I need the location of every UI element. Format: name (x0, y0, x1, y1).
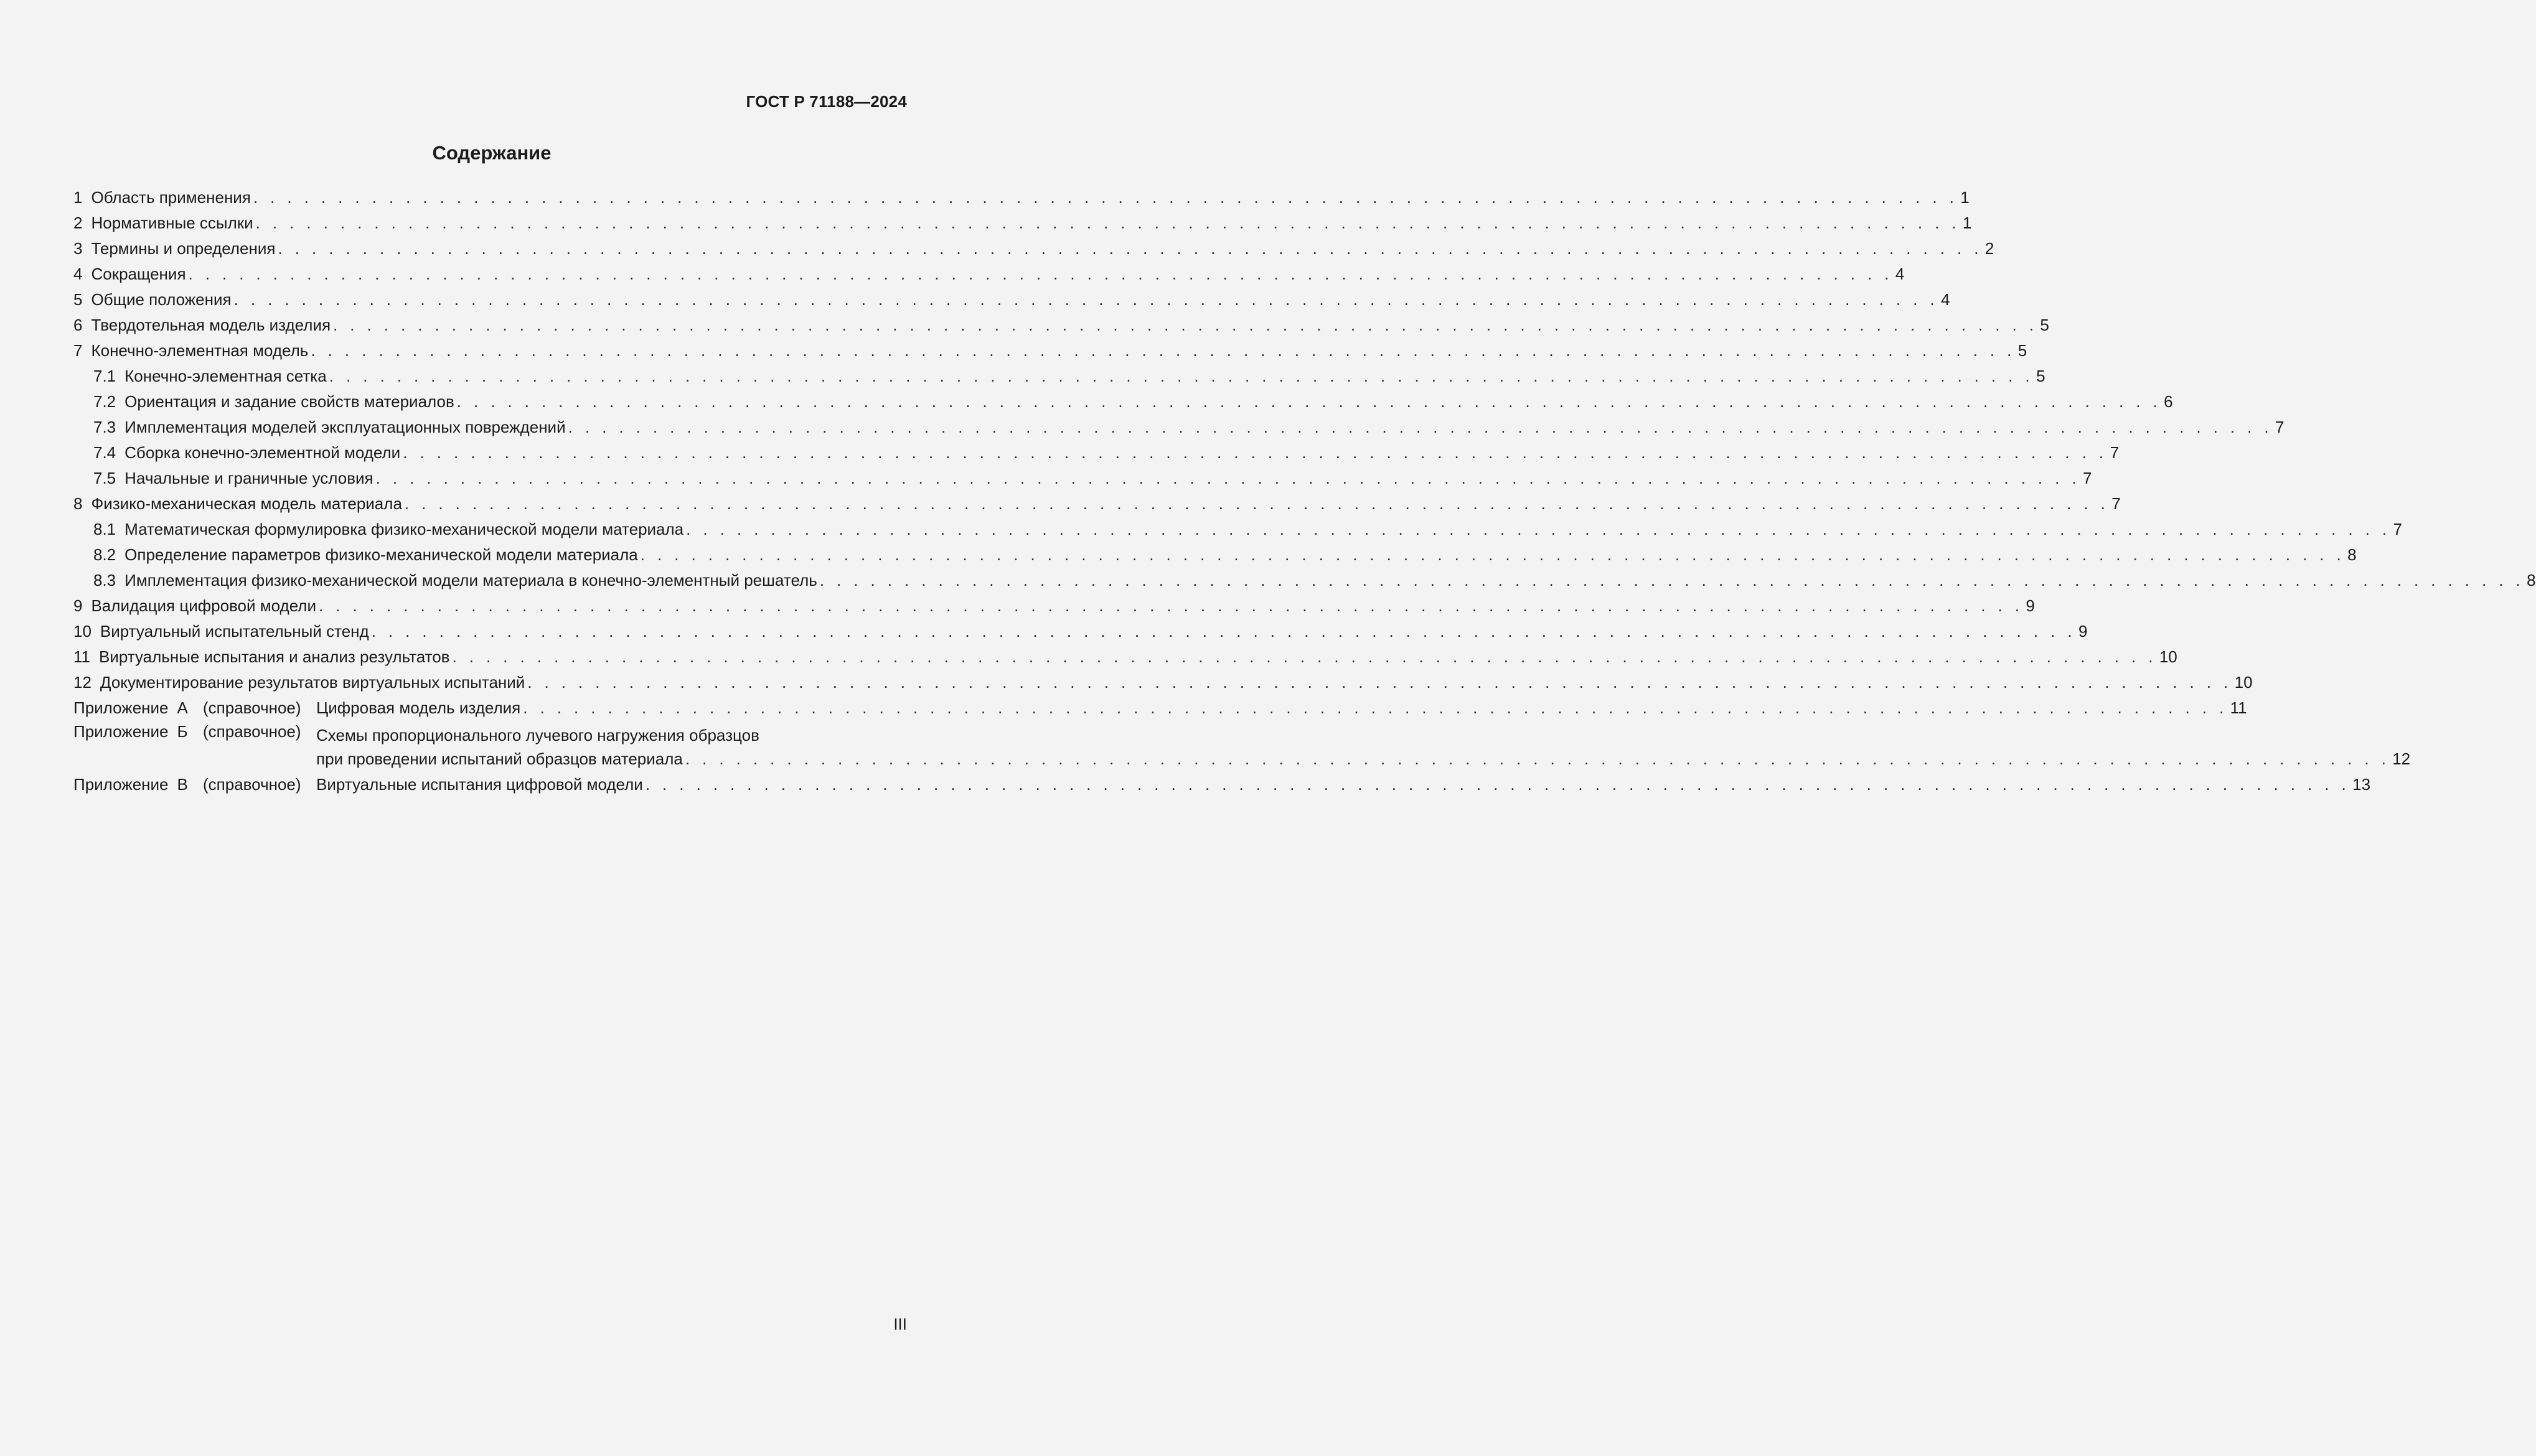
toc-entry-number: 7.5 (93, 469, 116, 487)
toc-entry[interactable] (73, 436, 2120, 462)
table-of-contents (73, 181, 2536, 794)
toc-entry-label: Ориентация и задание свойств материалов (124, 392, 454, 411)
toc-entry-page: 9 (2026, 596, 2035, 615)
toc-entry-page: 8 (2347, 545, 2357, 564)
appendix-kind: (справочное) (203, 698, 301, 717)
toc-entry-number: 8.1 (93, 520, 116, 538)
dot-leader: . . . . . . . . . . . . . . . . . . . . . . . . . . . . . . . . . . . . . . . . . . . . . . . . . . . . . . . . . . . . . . . . . . . . . . . . . . . . . . . . . . . . . . . . . . . . . . . . . . . . . (329, 367, 2034, 385)
appendix-title-text: Схемы пропорционального лучевого нагружения образцов (316, 726, 759, 744)
toc-entry[interactable] (73, 360, 2045, 385)
toc-title: Содержание (432, 142, 552, 164)
dot-leader: . . . . . . . . . . . . . . . . . . . . . . . . . . . . . . . . . . . . . . . . . . . . . . . . . . . . . . . . . . . . . . . . . . . . . . . . . . . . . . . . . . . . . . . . . . . . . . . . . . . . . (233, 290, 1938, 309)
toc-entry[interactable] (73, 589, 2035, 615)
appendix-title-line (316, 744, 2410, 768)
dot-leader: . . . . . . . . . . . . . . . . . . . . . . . . . . . . . . . . . . . . . . . . . . . . . . . . . . . . . . . . . . . . . . . . . . . . . . . . . . . . . . . . . . . . . . . . . . . . . . . . . . . . . (523, 698, 2228, 717)
toc-entry-label: Термины и определения (91, 239, 276, 258)
toc-entry-page: 4 (1940, 290, 1950, 309)
toc-entry-label: Область применения (91, 188, 251, 207)
dot-leader: . . . . . . . . . . . . . . . . . . . . . . . . . . . . . . . . . . . . . . . . . . . . . . . . . . . . . . . . . . . . . . . . . . . . . . . . . . . . . . . . . . . . . . . . . . . . . . . . . . . . . (456, 392, 2162, 411)
toc-entry-number: 5 (73, 290, 83, 309)
toc-entry[interactable] (73, 641, 2177, 666)
appendix-prefix (73, 698, 203, 717)
toc-entry-page: 7 (2393, 520, 2402, 538)
toc-appendix-entry[interactable] (73, 717, 2411, 768)
appendix-word: Приложение (73, 775, 169, 794)
toc-entry-number: 11 (73, 647, 90, 666)
toc-entry-label: Общие положения (91, 290, 232, 309)
toc-entry-page: 7 (2111, 494, 2121, 513)
appendix-letter: Б (177, 722, 188, 741)
toc-entry[interactable] (73, 181, 1970, 207)
toc-entry-page: 1 (1963, 214, 1972, 232)
appendix-letter: В (177, 775, 188, 794)
toc-entry[interactable] (73, 513, 2402, 538)
toc-entry-label: Нормативные ссылки (91, 214, 253, 232)
toc-entry-page: 7 (2110, 443, 2120, 462)
dot-leader: . . . . . . . . . . . . . . . . . . . . . . . . . . . . . . . . . . . . . . . . . . . . . . . . . . . . . . . . . . . . . . . . . . . . . . . . . . . . . . . . . . . . . . . . . . . . . . . . . . . . . (375, 469, 2080, 487)
toc-entry-label: Конечно-элементная модель (91, 341, 309, 360)
toc-entry-page: 5 (2040, 316, 2049, 334)
toc-entry-label: Документирование результатов виртуальных испытаний (100, 673, 525, 692)
dot-leader: . . . . . . . . . . . . . . . . . . . . . . . . . . . . . . . . . . . . . . . . . . . . . . . . . . . . . . . . . . . . . . . . . . . . . . . . . . . . . . . . . . . . . . . . . . . . . . . . . . . . . (319, 596, 2024, 615)
toc-appendix-entry[interactable] (73, 768, 2371, 794)
appendix-kind: (справочное) (203, 775, 301, 794)
toc-entry[interactable] (73, 615, 2088, 641)
toc-entry[interactable] (73, 232, 1994, 258)
dot-leader: . . . . . . . . . . . . . . . . . . . . . . . . . . . . . . . . . . . . . . . . . . . . . . . . . . . . . . . . . . . . . . . . . . . . . . . . . . . . . . . . . . . . . . . . . . . . . . . . . . . . . (255, 214, 1961, 232)
dot-leader: . . . . . . . . . . . . . . . . . . . . . . . . . . . . . . . . . . . . . . . . . . . . . . . . . . . . . . . . . . . . . . . . . . . . . . . . . . . . . . . . . . . . . . . . . . . . . . . . . . . . . (819, 571, 2525, 589)
toc-entry[interactable] (73, 283, 1950, 309)
appendix-title (316, 717, 2410, 768)
toc-entry-label: Твердотельная модель изделия (91, 316, 331, 334)
appendix-prefix (73, 717, 203, 768)
appendix-title-text: при проведении испытаний образцов материала (316, 749, 683, 768)
toc-entry-number: 8.2 (93, 545, 116, 564)
toc-entry[interactable] (73, 207, 1972, 232)
toc-entry-number: 6 (73, 316, 83, 334)
toc-entry[interactable] (73, 258, 1905, 283)
toc-entry-page: 2 (1984, 239, 1994, 258)
appendix-title-text: Виртуальные испытания цифровой модели (316, 775, 643, 794)
dot-leader: . . . . . . . . . . . . . . . . . . . . . . . . . . . . . . . . . . . . . . . . . . . . . . . . . . . . . . . . . . . . . . . . . . . . . . . . . . . . . . . . . . . . . . . . . . . . . . . . . . . . . (640, 545, 2346, 564)
toc-entry-page: 10 (2234, 673, 2253, 692)
toc-entry-label: Виртуальный испытательный стенд (100, 622, 369, 641)
toc-entry-label: Физико-механическая модель материала (91, 494, 402, 513)
toc-entry-label: Математическая формулировка физико-механической модели материала (124, 520, 684, 538)
toc-entry-number: 3 (73, 239, 83, 258)
dot-leader: . . . . . . . . . . . . . . . . . . . . . . . . . . . . . . . . . . . . . . . . . . . . . . . . . . . . . . . . . . . . . . . . . . . . . . . . . . . . . . . . . . . . . . . . . . . . . . . . . . . . . (403, 443, 2108, 462)
toc-entry-page: 10 (2159, 647, 2177, 666)
toc-entry-label: Виртуальные испытания и анализ результатов (99, 647, 450, 666)
dot-leader: . . . . . . . . . . . . . . . . . . . . . . . . . . . . . . . . . . . . . . . . . . . . . . . . . . . . . . . . . . . . . . . . . . . . . . . . . . . . . . . . . . . . . . . . . . . . . . . . . . . . . (278, 239, 1983, 258)
dot-leader: . . . . . . . . . . . . . . . . . . . . . . . . . . . . . . . . . . . . . . . . . . . . . . . . . . . . . . . . . . . . . . . . . . . . . . . . . . . . . . . . . . . . . . . . . . . . . . . . . . . . . (371, 622, 2077, 641)
toc-entry-number: 7.1 (93, 367, 116, 385)
toc-entry[interactable] (73, 564, 2536, 589)
appendix-word: Приложение (73, 698, 169, 717)
toc-entry-number: 7.4 (93, 443, 116, 462)
toc-entry-label: Начальные и граничные условия (124, 469, 373, 487)
toc-entry-number: 1 (73, 188, 83, 207)
toc-entry-page: 1 (1960, 188, 1970, 207)
toc-appendix-entry[interactable] (73, 692, 2247, 717)
appendix-title (316, 693, 2247, 717)
toc-entry-label: Конечно-элементная сетка (124, 367, 327, 385)
appendix-title-line (316, 770, 2370, 794)
toc-entry-page: 7 (2275, 418, 2285, 436)
dot-leader: . . . . . . . . . . . . . . . . . . . . . . . . . . . . . . . . . . . . . . . . . . . . . . . . . . . . . . . . . . . . . . . . . . . . . . . . . . . . . . . . . . . . . . . . . . . . . . . . . . . . . (527, 673, 2232, 692)
toc-entry-number: 2 (73, 214, 83, 232)
appendix-title-text: Цифровая модель изделия (316, 698, 521, 717)
toc-entry-number: 7.3 (93, 418, 116, 436)
toc-entry[interactable] (73, 462, 2092, 487)
toc-entry[interactable] (73, 385, 2173, 411)
dot-leader: . . . . . . . . . . . . . . . . . . . . . . . . . . . . . . . . . . . . . . . . . . . . . . . . . . . . . . . . . . . . . . . . . . . . . . . . . . . . . . . . . . . . . . . . . . . . . . . . . . . . . (645, 775, 2350, 794)
toc-entry-page: 11 (2230, 698, 2247, 717)
toc-entry-label: Сборка конечно-элементной модели (124, 443, 401, 462)
toc-entry[interactable] (73, 666, 2253, 692)
toc-entry-label: Валидация цифровой модели (91, 596, 316, 615)
toc-entry-number: 8.3 (93, 571, 116, 589)
toc-entry-page: 8 (2527, 571, 2536, 589)
toc-entry-page: 12 (2392, 749, 2411, 768)
toc-entry[interactable] (73, 538, 2357, 564)
appendix-title (316, 770, 2370, 794)
dot-leader: . . . . . . . . . . . . . . . . . . . . . . . . . . . . . . . . . . . . . . . . . . . . . . . . . . . . . . . . . . . . . . . . . . . . . . . . . . . . . . . . . . . . . . . . . . . . . . . . . . . . . (568, 418, 2273, 436)
dot-leader: . . . . . . . . . . . . . . . . . . . . . . . . . . . . . . . . . . . . . . . . . . . . . . . . . . . . . . . . . . . . . . . . . . . . . . . . . . . . . . . . . . . . . . . . . . . . . . . . . . . . . (686, 520, 2391, 538)
toc-entry-label: Сокращения (91, 265, 186, 283)
appendix-prefix (73, 775, 203, 794)
appendix-kind: (справочное) (203, 722, 301, 741)
toc-entry-number: 12 (73, 673, 92, 692)
toc-entry[interactable] (73, 334, 2027, 360)
toc-entry[interactable] (73, 487, 2121, 513)
toc-entry-number: 8 (73, 494, 83, 513)
toc-entry-number: 9 (73, 596, 83, 615)
appendix-title-line (316, 721, 2410, 744)
toc-entry-label: Имплементация физико-механической модели материала в конечно-элементный решатель (124, 571, 817, 589)
toc-entry-page: 5 (2017, 341, 2027, 360)
dot-leader: . . . . . . . . . . . . . . . . . . . . . . . . . . . . . . . . . . . . . . . . . . . . . . . . . . . . . . . . . . . . . . . . . . . . . . . . . . . . . . . . . . . . . . . . . . . . . . . . . . . . . (333, 316, 2038, 334)
toc-entry-label: Имплементация моделей эксплуатационных повреждений (124, 418, 566, 436)
toc-entry-number: 7 (73, 341, 83, 360)
appendix-letter: А (177, 698, 188, 717)
toc-entry-page: 4 (1895, 265, 1905, 283)
appendix-word: Приложение (73, 722, 169, 741)
dot-leader: . . . . . . . . . . . . . . . . . . . . . . . . . . . . . . . . . . . . . . . . . . . . . . . . . . . . . . . . . . . . . . . . . . . . . . . . . . . . . . . . . . . . . . . . . . . . . . . . . . . . . (404, 494, 2110, 513)
toc-entry-page: 6 (2164, 392, 2173, 411)
toc-entry-number: 4 (73, 265, 83, 283)
toc-entry-page: 9 (2078, 622, 2088, 641)
dot-leader: . . . . . . . . . . . . . . . . . . . . . . . . . . . . . . . . . . . . . . . . . . . . . . . . . . . . . . . . . . . . . . . . . . . . . . . . . . . . . . . . . . . . . . . . . . . . . . . . . . . . . (253, 188, 1958, 207)
toc-entry-page: 7 (2083, 469, 2092, 487)
toc-entry-label: Определение параметров физико-механической модели материала (124, 545, 638, 564)
dot-leader: . . . . . . . . . . . . . . . . . . . . . . . . . . . . . . . . . . . . . . . . . . . . . . . . . . . . . . . . . . . . . . . . . . . . . . . . . . . . . . . . . . . . . . . . . . . . . . . . . . . . . (452, 647, 2157, 666)
dot-leader: . . . . . . . . . . . . . . . . . . . . . . . . . . . . . . . . . . . . . . . . . . . . . . . . . . . . . . . . . . . . . . . . . . . . . . . . . . . . . . . . . . . . . . . . . . . . . . . . . . . . . (685, 749, 2390, 768)
page-header-doc-id: ГОСТ Р 71188—2024 (746, 92, 907, 111)
toc-entry[interactable] (73, 411, 2285, 436)
toc-entry-number: 7.2 (93, 392, 116, 411)
dot-leader: . . . . . . . . . . . . . . . . . . . . . . . . . . . . . . . . . . . . . . . . . . . . . . . . . . . . . . . . . . . . . . . . . . . . . . . . . . . . . . . . . . . . . . . . . . . . . . . . . . . . . (188, 265, 1893, 283)
dot-leader: . . . . . . . . . . . . . . . . . . . . . . . . . . . . . . . . . . . . . . . . . . . . . . . . . . . . . . . . . . . . . . . . . . . . . . . . . . . . . . . . . . . . . . . . . . . . . . . . . . . . . (311, 341, 2016, 360)
toc-entry-number: 10 (73, 622, 92, 641)
toc-entry-page: 5 (2036, 367, 2045, 385)
toc-entry-page: 13 (2352, 775, 2371, 794)
appendix-title-line (316, 693, 2247, 717)
toc-entry[interactable] (73, 309, 2049, 334)
page-number: III (893, 1315, 907, 1333)
